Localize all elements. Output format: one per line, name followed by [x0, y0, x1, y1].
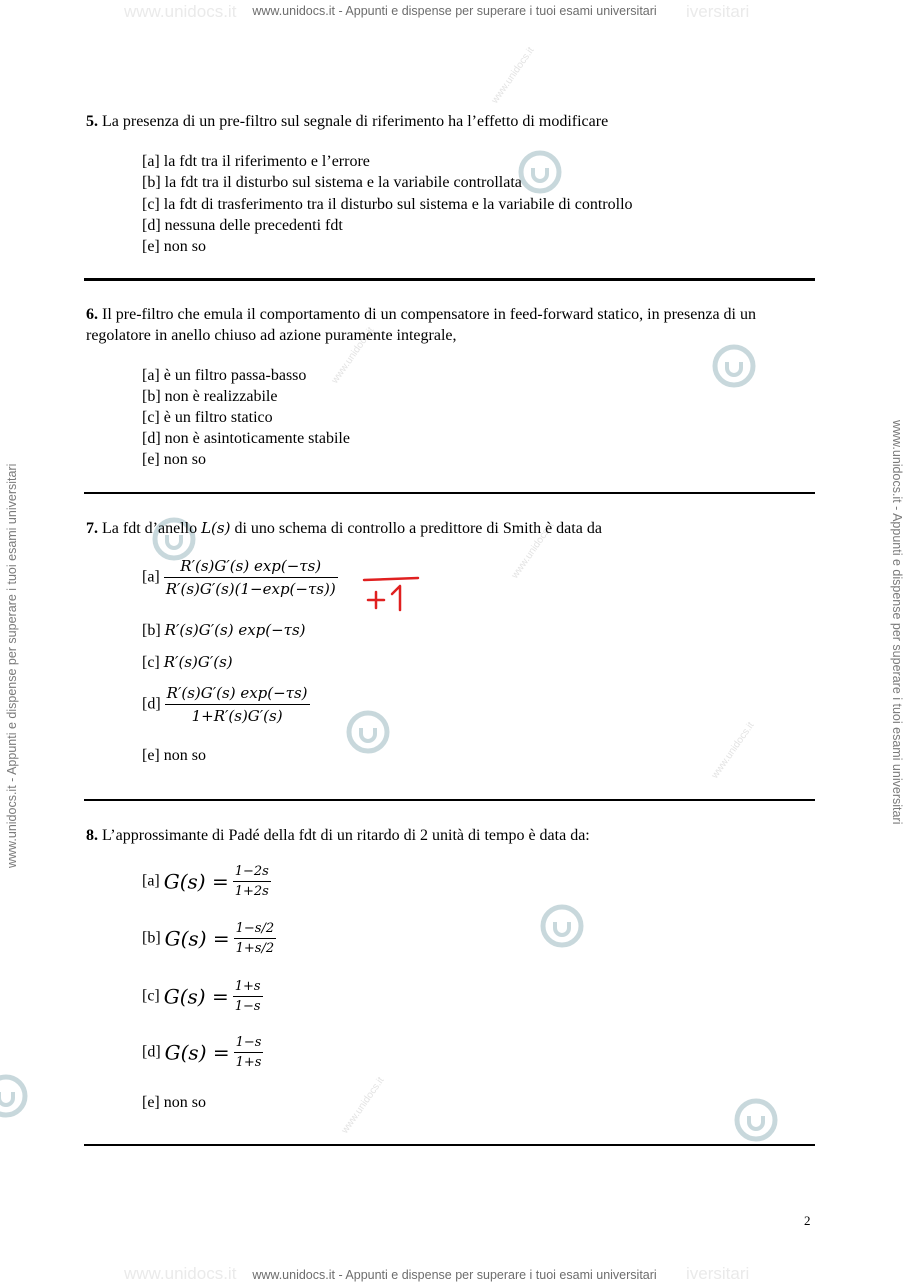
option-gs: G(s) = — [163, 984, 229, 1009]
option-math: R′(s)G′(s) — [163, 653, 233, 671]
q6-option-e: [e] non so — [142, 451, 206, 468]
fraction-denominator: 1+2s — [234, 884, 269, 899]
q7-option-b — [142, 621, 306, 640]
q8-option-d — [142, 1035, 263, 1070]
option-label: [a] — [142, 872, 160, 890]
q6-option-b: [b] non è realizzabile — [142, 388, 278, 405]
question-prompt-tail: di uno schema di controllo a predittore di Smith è data da — [230, 520, 602, 537]
watermark-bottom: www.unidocs.it - Appunti e dispense per superare i tuoi esami universitari — [252, 1268, 657, 1282]
fraction-denominator: 1+s/2 — [235, 941, 275, 956]
option-label: [b] — [142, 622, 161, 639]
watermark-ghost-bottom-left: www.unidocs.it — [124, 1264, 237, 1283]
watermark-logo-icon — [538, 902, 586, 950]
watermark-diagonal: www.unidocs.it — [489, 45, 537, 106]
option-label: [a] — [142, 568, 160, 586]
watermark-diagonal: www.unidocs.it — [339, 1075, 387, 1136]
question-prompt: La presenza di un pre-filtro sul segnale di riferimento ha l’effetto di modificare — [98, 113, 609, 130]
fraction-numerator: R′(s)G′(s) exp(−τs) — [164, 557, 338, 578]
q8-option-a-fraction — [233, 864, 271, 899]
question-prompt: L’approssimante di Padé della fdt di un ritardo di 2 unità di tempo è data da: — [98, 827, 590, 844]
fraction-numerator: 1−s — [234, 1035, 264, 1053]
q7-option-c — [142, 653, 233, 672]
fraction-denominator: 1+R′(s)G′(s) — [191, 707, 283, 725]
fraction-numerator: 1−2s — [233, 864, 271, 882]
q5-option-c: [c] la fdt di trasferimento tra il disturbo sul sistema e la variabile di controllo — [142, 196, 633, 213]
watermark-right: www.unidocs.it - Appunti e dispense per superare i tuoi esami universitari — [890, 420, 904, 825]
option-label: [d] — [142, 1043, 161, 1061]
option-label: [d] — [142, 695, 161, 713]
q8-option-c — [142, 979, 263, 1014]
q7-option-e: [e] non so — [142, 747, 206, 764]
q7-option-a — [142, 557, 338, 598]
watermark-left: www.unidocs.it - Appunti e dispense per superare i tuoi esami universitari — [5, 463, 19, 868]
fraction-numerator: R′(s)G′(s) exp(−τs) — [165, 684, 310, 705]
watermark-logo-icon — [710, 342, 758, 390]
section-divider — [84, 1144, 815, 1146]
option-gs: G(s) = — [163, 869, 229, 894]
watermark-logo-icon — [0, 1072, 30, 1120]
watermark-ghost-top-left: www.unidocs.it — [124, 2, 237, 21]
option-math: R′(s)G′(s) exp(−τs) — [164, 621, 306, 639]
watermark-diagonal: www.unidocs.it — [509, 520, 557, 581]
page-number: 2 — [804, 1213, 811, 1228]
question-number: 6. — [86, 306, 98, 323]
section-divider — [84, 492, 815, 494]
q5-option-e: [e] non so — [142, 238, 206, 255]
option-gs: G(s) = — [164, 926, 230, 951]
q8-option-a — [142, 864, 271, 899]
watermark-diagonal: www.unidocs.it — [329, 325, 377, 386]
question-number: 8. — [86, 827, 98, 844]
question-prompt: La fdt d’anello — [98, 520, 202, 537]
fraction-denominator: 1−s — [234, 999, 261, 1014]
q6-option-c: [c] è un filtro statico — [142, 409, 273, 426]
section-divider — [84, 278, 815, 281]
q8-option-b-fraction — [234, 921, 277, 956]
section-divider — [84, 799, 815, 801]
q7-option-d — [142, 684, 310, 725]
fraction-numerator: 1+s — [233, 979, 263, 997]
option-label: [b] — [142, 929, 161, 947]
q8-option-e: [e] non so — [142, 1094, 206, 1111]
watermark-logo-icon — [732, 1096, 780, 1144]
q5-option-d: [d] nessuna delle precedenti fdt — [142, 217, 343, 234]
question-prompt: Il pre-filtro che emula il comportamento di un compensatore in feed-forward statico, in presenza di un regolatore in anello chiuso ad azione puramente integrale, — [86, 306, 756, 344]
q7-option-d-fraction — [165, 684, 310, 725]
question-8-text — [86, 825, 816, 846]
fraction-denominator: R′(s)G′(s)(1−exp(−τs)) — [165, 580, 336, 598]
option-label: [c] — [142, 987, 160, 1005]
watermark-ghost-top-right: iversitari — [686, 2, 750, 21]
q8-option-c-fraction — [233, 979, 263, 1014]
watermark-logo-icon — [344, 708, 392, 756]
watermark-ghost-bottom-right: iversitari — [686, 1264, 750, 1283]
q6-option-d: [d] non è asintoticamente stabile — [142, 430, 350, 447]
question-number: 5. — [86, 113, 98, 130]
watermark-top: www.unidocs.it - Appunti e dispense per superare i tuoi esami universitari — [252, 4, 657, 18]
fraction-denominator: 1+s — [235, 1055, 262, 1070]
q7-option-a-fraction — [164, 557, 338, 598]
option-gs: G(s) = — [164, 1040, 230, 1065]
question-5-text — [86, 111, 816, 132]
watermark-diagonal: www.unidocs.it — [709, 720, 757, 781]
q5-option-b: [b] la fdt tra il disturbo sul sistema e la variabile controllata — [142, 174, 522, 191]
question-number: 7. — [86, 520, 98, 537]
q6-option-a: [a] è un filtro passa-basso — [142, 367, 307, 384]
watermark-logo-icon — [516, 148, 564, 196]
handwritten-correction-mark — [362, 574, 422, 614]
question-math: L(s) — [201, 519, 231, 537]
q5-option-a: [a] la fdt tra il riferimento e l’errore — [142, 153, 370, 170]
fraction-numerator: 1−s/2 — [234, 921, 277, 939]
question-7-text — [86, 518, 816, 539]
q8-option-b — [142, 921, 276, 956]
q8-option-d-fraction — [234, 1035, 264, 1070]
option-label: [c] — [142, 654, 160, 671]
question-6-text — [86, 304, 816, 346]
